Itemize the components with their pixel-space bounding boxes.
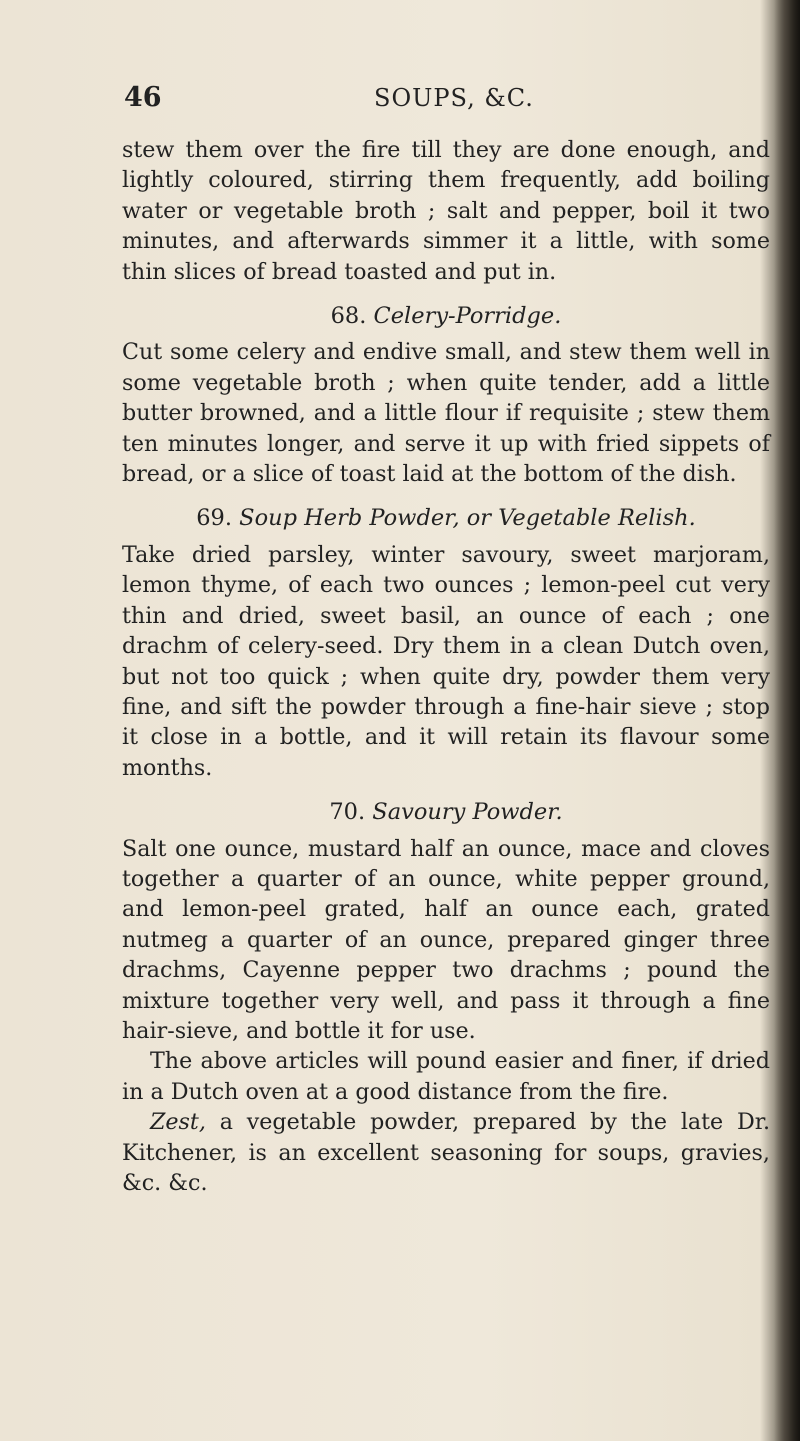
recipe-text-70: Salt one ounce, mustard half an ounce, mace and cloves together a quarter of an ounce, white pepper ground, and lemon-peel grated, half an ounce each, grated nutmeg a quarter of an ounce, prepared ginger three drachms, Cayenne pepper two drachms ; pound the mixture together very well, and pass it through a fine hair-sieve, and bottle it for use. [122, 835, 770, 1044]
zest-word: Zest, [150, 1109, 206, 1136]
page-header [124, 82, 769, 122]
recipe-text-68: Cut some celery and endive small, and stew them well in some vegetable broth ; when quite tender, add a little butter browned, and a little flour if requisite ; stew them ten minutes longer, and serve it up with fried sippets of bread, or a slice of toast laid at the bottom of the dish. [122, 339, 770, 488]
recipe-title: Soup Herb Powder, or Vegetable Relish. [239, 505, 696, 532]
recipe-title: Celery-Porridge. [373, 303, 562, 330]
recipe-number: 69. [196, 505, 232, 532]
running-head: SOUPS, &C. [374, 84, 534, 112]
recipe-heading-70 [122, 797, 770, 827]
recipe-number: 70. [329, 799, 366, 826]
page-body [122, 135, 770, 1198]
zest-text: a vegetable powder, prepared by the late Dr. Kitchener, is an excellent seasoning for soups, gravies, &c. &c. [122, 1109, 770, 1196]
zest-paragraph [122, 1107, 770, 1198]
recipe-title: Savoury Powder. [372, 799, 563, 826]
recipe-number: 68. [330, 303, 367, 330]
recipe-heading-69 [122, 503, 770, 533]
intro-paragraph: stew them over the fire till they are done enough, and lightly coloured, stirring them frequently, add boiling water or vegetable broth ; salt and pepper, boil it two minutes, and afterwards simmer it a little, with some thin slices of bread toasted and put in. [122, 137, 770, 285]
recipe-heading-68 [122, 301, 770, 331]
recipe-note-70: The above articles will pound easier and finer, if dried in a Dutch oven at a good distance from the fire. [122, 1048, 770, 1105]
page-edge-shadow [774, 0, 800, 1441]
recipe-text-69: Take dried parsley, winter savoury, sweet marjoram, lemon thyme, of each two ounces ; lemon-peel cut very thin and dried, sweet basil, an ounce of each ; one drachm of celery-seed. Dry them in a clean Dutch oven, but not too quick ; when quite dry, powder them very fine, and sift the powder through a fine-hair sieve ; stop it close in a bottle, and it will retain its flavour some months. [122, 541, 770, 781]
page-number: 46 [124, 82, 162, 113]
